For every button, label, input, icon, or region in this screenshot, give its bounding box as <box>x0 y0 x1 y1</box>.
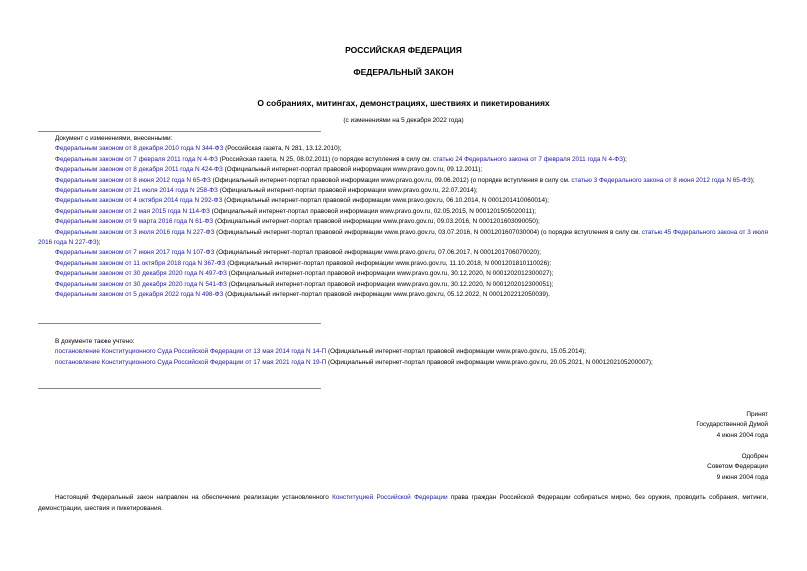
amendment-source: (Официальный интернет-портал правовой информации www.pravo.gov.ru, 06.10.2014, N 0001201410060014); <box>222 197 549 205</box>
preamble-paragraph <box>38 492 768 514</box>
amendment-source: (Официальный интернет-портал правовой информации www.pravo.gov.ru, 05.12.2022, N 0001202212050039). <box>223 291 550 299</box>
amendment-link[interactable]: Федеральным законом от 21 июля 2014 года N 258-ФЗ <box>55 187 218 195</box>
amendment-item <box>38 196 768 206</box>
preamble-text-end: права граждан Российской Федерации собираться мирно, без оружия, проводить собрания, митинги, демонстрации, шествия и пикетирования. <box>38 494 768 513</box>
court-ruling-link[interactable]: постановление Конституционного Суда Российской Федерации от 17 мая 2021 года N 19-П <box>55 358 327 366</box>
accepted-label: Принят <box>746 411 768 418</box>
amendment-link[interactable]: Федеральным законом от 7 февраля 2011 года N 4-ФЗ <box>55 155 218 163</box>
amendment-link[interactable]: Федеральным законом от 5 декабря 2022 года N 498-ФЗ <box>55 291 224 299</box>
amendments-intro: Документ с изменениями, внесенными: <box>55 135 173 142</box>
amendment-item <box>38 186 768 196</box>
divider-top <box>38 131 321 132</box>
amendment-link[interactable]: Федеральным законом от 4 октября 2014 года N 292-ФЗ <box>55 197 223 205</box>
amendment-article-link[interactable]: статью 3 Федерального закона от 8 июня 2012 года N 65-ФЗ <box>571 176 751 184</box>
considered-intro: В документе также учтено: <box>55 338 135 345</box>
approved-date: 9 июня 2004 года <box>716 473 768 481</box>
amendment-source: (Официальный интернет-портал правовой информации www.pravo.gov.ru, 02.05.2015, N 0001201505020011); <box>209 207 536 215</box>
accepted-body: Государственной Думой <box>696 421 768 429</box>
accepted-date: 4 июня 2004 года <box>716 431 768 439</box>
approved-label: Одобрен <box>741 453 768 460</box>
considered-item <box>38 358 768 368</box>
amendment-source: (Официальный интернет-портал правовой информации www.pravo.gov.ru, 07.06.2017, N 0001201706070020); <box>214 249 541 257</box>
amendment-article-link[interactable]: статью 24 Федерального закона от 7 февраля 2011 года N 4-ФЗ <box>432 155 623 163</box>
divider-bottom <box>38 388 321 389</box>
amendment-link[interactable]: Федеральным законом от 2 мая 2015 года N 114-ФЗ <box>55 207 210 215</box>
amendment-link[interactable]: Федеральным законом от 8 июня 2012 года N 65-ФЗ <box>55 176 211 184</box>
amendment-tail: ); <box>622 155 627 163</box>
document-type-heading: ФЕДЕРАЛЬНЫЙ ЗАКОН <box>353 67 454 77</box>
amendment-source: (Российская газета, N 25, 08.02.2011) (о порядке вступления в силу см. <box>217 155 433 163</box>
amendments-block <box>38 134 768 301</box>
amendment-link[interactable]: Федеральным законом от 8 декабря 2011 года N 424-ФЗ <box>55 166 223 174</box>
amendment-tail: ); <box>96 239 101 247</box>
adoption-duma <box>696 410 768 441</box>
preamble-text: Настоящий Федеральный закон направлен на обеспечение реализации установленного <box>55 494 333 501</box>
amendment-item <box>38 290 768 300</box>
amendment-source: (Официальный интернет-портал правовой информации www.pravo.gov.ru, 03.07.2016, N 0001201607030004) (о порядке вступления в силу см. <box>214 228 642 236</box>
amendment-article-link[interactable]: статью 45 Федерального закона от 3 июля 2016 года N 227-ФЗ <box>38 228 768 247</box>
ruling-source: (Официальный интернет-портал правовой информации www.pravo.gov.ru, 15.05.2014); <box>326 348 587 356</box>
amendment-link[interactable]: Федеральным законом от 30 декабря 2020 года N 497-ФЗ <box>55 270 227 278</box>
amendment-link[interactable]: Федеральным законом от 11 октября 2018 года N 367-ФЗ <box>55 259 226 267</box>
amendment-source: (Официальный интернет-портал правовой информации www.pravo.gov.ru, 30.12.2020, N 0001202012300027); <box>226 270 554 278</box>
approved-body: Советом Федерации <box>707 463 768 471</box>
document-title: О собраниях, митингах, демонстрациях, шествиях и пикетированиях <box>257 98 550 108</box>
amendment-link[interactable]: Федеральным законом от 3 июля 2016 года N 227-ФЗ <box>55 228 215 236</box>
constitution-link[interactable]: Конституцией Российской Федерации <box>332 494 448 501</box>
amendment-source: (Официальный интернет-портал правовой информации www.pravo.gov.ru, 09.12.2011); <box>222 166 483 174</box>
amendment-source: (Официальный интернет-портал правовой информации www.pravo.gov.ru, 30.12.2020, N 0001202012300051); <box>226 280 554 288</box>
amendment-item <box>38 228 768 249</box>
amendment-item <box>38 248 768 258</box>
amendment-item <box>38 207 768 217</box>
ruling-source: (Официальный интернет-портал правовой информации www.pravo.gov.ru, 20.05.2021, N 0001202105200007); <box>326 358 653 366</box>
amendment-item <box>38 165 768 175</box>
amendment-item <box>38 259 768 269</box>
amendment-link[interactable]: Федеральным законом от 7 июня 2017 года N 107-ФЗ <box>55 249 215 257</box>
amendment-item <box>38 176 768 186</box>
amendment-link[interactable]: Федеральным законом от 30 декабря 2020 года N 541-ФЗ <box>55 280 227 288</box>
amendment-item <box>38 217 768 227</box>
amendment-link[interactable]: Федеральным законом от 9 марта 2016 года N 61-ФЗ <box>55 218 214 226</box>
amendment-item <box>38 269 768 279</box>
amendment-source: (Официальный интернет-портал правовой информации www.pravo.gov.ru, 09.03.2016, N 0001201603090050); <box>213 218 540 226</box>
amendment-source: (Официальный интернет-портал правовой информации www.pravo.gov.ru, 22.07.2014); <box>217 187 478 195</box>
divider-mid <box>38 323 321 324</box>
amendment-tail: ); <box>750 176 755 184</box>
amendment-link[interactable]: Федеральным законом от 8 декабря 2010 года N 344-ФЗ <box>55 145 224 153</box>
court-ruling-link[interactable]: постановление Конституционного Суда Российской Федерации от 13 мая 2014 года N 14-П <box>55 348 327 356</box>
revision-subtitle: (с изменениями на 5 декабря 2022 года) <box>343 117 464 124</box>
amendment-item <box>38 280 768 290</box>
amendment-item <box>38 144 768 154</box>
amendment-item <box>38 155 768 165</box>
considered-item <box>38 347 768 357</box>
country-heading: РОССИЙСКАЯ ФЕДЕРАЦИЯ <box>345 45 462 55</box>
considered-block <box>38 337 768 368</box>
amendment-source: (Официальный интернет-портал правовой информации www.pravo.gov.ru, 11.10.2018, N 0001201810110026); <box>225 259 552 267</box>
amendment-source: (Российская газета, N 281, 13.12.2010); <box>223 145 342 153</box>
adoption-council <box>707 452 768 483</box>
amendment-source: (Официальный интернет-портал правовой информации www.pravo.gov.ru, 09.06.2012) (о порядке вступления в силу см. <box>210 176 572 184</box>
